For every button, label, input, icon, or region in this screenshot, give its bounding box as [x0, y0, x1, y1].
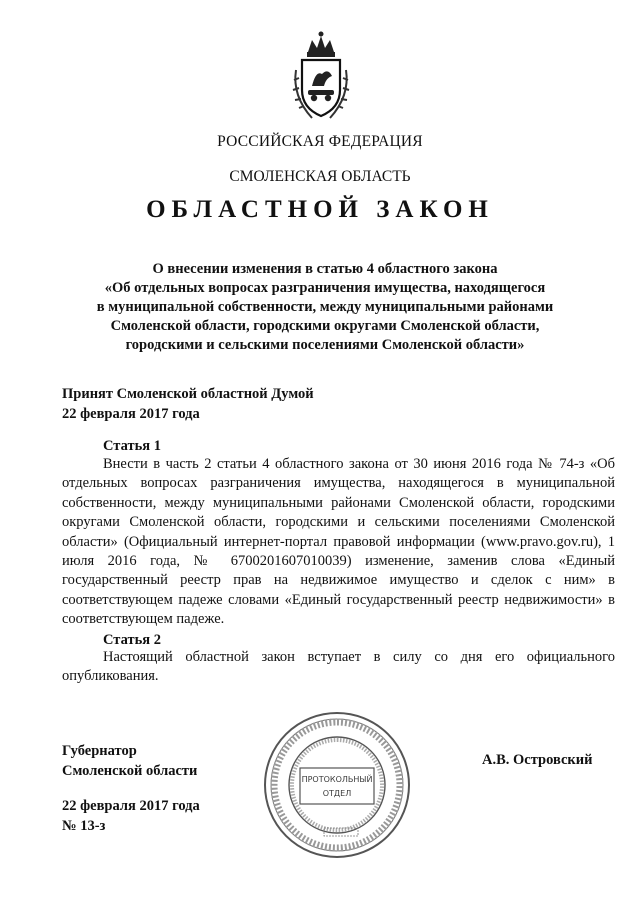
law-number: № 13-з: [62, 818, 106, 834]
law-date: 22 февраля 2017 года: [62, 798, 200, 814]
signatory-title: [62, 741, 197, 781]
adoption-note: [62, 384, 314, 424]
seal-center-text: ПРОТОКОЛЬНЫЙ: [301, 775, 373, 784]
region-heading: СМОЛЕНСКАЯ ОБЛАСТЬ: [229, 168, 411, 185]
adoption-date: 22 февраля 2017 года: [62, 406, 200, 422]
subject-line: О внесении изменения в статью 4 областного закона: [152, 261, 498, 277]
subject-line: Смоленской области, городскими округами Смоленской области,: [110, 318, 540, 334]
article-1-heading: Статья 1: [103, 438, 161, 454]
coat-of-arms-icon: [288, 30, 354, 122]
article-2-heading: Статья 2: [103, 632, 161, 648]
article-1-text: Внести в часть 2 статьи 4 областного закона от 30 июня 2016 года № 74-з «Об отдельных вопросах разграничения имущества, находящегося в муниципальной собственности, между муниципальными районами Смоленской области, городскими округами Смоленской области, городскими и сельскими поселениями Смоленской области» (Официальный интернет-портал правовой информации (www.pravo.gov.ru), 1 июля 2016 года, № 6700201607010039) изменение, заменив слова «Единый государственный реестр прав на недвижимое имущество и сделок с ним» в соответствующем падеже словами «Единый государственный реестр недвижимости» в соответствующем падеже.: [62, 456, 615, 628]
country-heading: РОССИЙСКАЯ ФЕДЕРАЦИЯ: [217, 133, 423, 150]
subject-line: «Об отдельных вопросах разграничения имущества, находящегося: [104, 280, 546, 296]
document-type-title: ОБЛАСТНОЙ ЗАКОН: [146, 196, 494, 223]
signatory-title-line: Губернатор: [62, 743, 137, 759]
seal-center-text: ОТДЕЛ: [322, 789, 352, 798]
adoption-body: Принят Смоленской областной Думой: [62, 386, 314, 402]
official-seal-icon: [262, 710, 412, 860]
subject-line: городскими и сельскими поселениями Смоленской области»: [125, 337, 525, 353]
article-2-text: Настоящий областной закон вступает в силу со дня его официального опубликования.: [62, 649, 615, 685]
subject-line: в муниципальной собственности, между муниципальными районами: [96, 299, 554, 315]
signatory-name: А.В. Островский: [482, 752, 593, 768]
law-date-number: [62, 796, 200, 836]
signatory-title-line: Смоленской области: [62, 763, 198, 779]
law-subject: [70, 260, 580, 355]
